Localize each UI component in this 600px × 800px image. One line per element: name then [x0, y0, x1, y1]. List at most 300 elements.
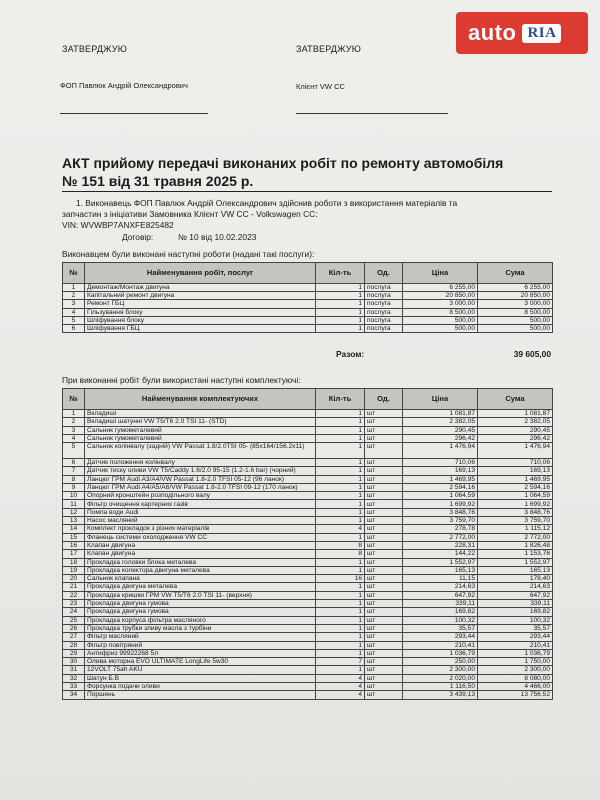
cell-unit: шт: [365, 583, 403, 591]
cell-unit: послуга: [365, 284, 403, 292]
cell-sum: 13 756,52: [478, 691, 553, 699]
cell-unit: шт: [365, 434, 403, 442]
cell-number: 22: [63, 591, 85, 599]
cell-sum: 1 826,48: [478, 541, 553, 549]
approval-left-name: ФОП Павлюк Андрій Олександрович: [60, 81, 188, 90]
cell-qty: 4: [316, 525, 365, 533]
cell-number: 23: [63, 600, 85, 608]
table-row: [63, 591, 553, 599]
cell-number: 34: [63, 691, 85, 699]
intro-line-2: запчастин з ініціативи Замовника Клієнт VW CC - Volkswagen CC:: [62, 209, 318, 219]
cell-number: 21: [63, 583, 85, 591]
cell-number: 26: [63, 624, 85, 632]
table-row: [63, 500, 553, 508]
cell-unit: шт: [365, 666, 403, 674]
cell-qty: 1: [316, 633, 365, 641]
cell-name: Олива моторна EVO ULTIMATE LongLife 5w30: [85, 658, 316, 666]
cell-name: Датчик тиску оливи VW T5/Caddy 1.6/2.0 95-15 (1.2-1.6 bar) (чорний): [85, 467, 316, 475]
cell-sum: 6 255,00: [478, 284, 553, 292]
cell-sum: 169,13: [478, 467, 553, 475]
cell-price: 1 552,97: [403, 558, 478, 566]
table-row: [63, 483, 553, 491]
cell-price: 214,63: [403, 583, 478, 591]
cell-number: 17: [63, 550, 85, 558]
cell-name: Антифриз 99922268 5л: [85, 649, 316, 657]
act-number-date: № 151 від 31 травня 2025 р.: [62, 173, 254, 189]
cell-qty: 1: [316, 566, 365, 574]
cell-qty: 1: [316, 483, 365, 491]
cell-number: 15: [63, 533, 85, 541]
cell-qty: 1: [316, 308, 365, 316]
cell-qty: 4: [316, 683, 365, 691]
cell-qty: 1: [316, 533, 365, 541]
cell-price: 250,00: [403, 658, 478, 666]
cell-name: Гільзування блоку: [85, 308, 316, 316]
cell-qty: 1: [316, 443, 365, 459]
cell-price: 2 300,00: [403, 666, 478, 674]
cell-sum: 2 772,00: [478, 533, 553, 541]
cell-unit: шт: [365, 500, 403, 508]
col-name-header: Найменування робіт, послуг: [85, 263, 316, 284]
cell-qty: 4: [316, 691, 365, 699]
cell-name: Прокладка трубки зливу масла з турбіни: [85, 624, 316, 632]
cell-sum: 1 469,95: [478, 475, 553, 483]
cell-name: Шліфування блоку: [85, 316, 316, 324]
cell-price: 2 020,00: [403, 674, 478, 682]
table-row: [63, 284, 553, 292]
cell-name: Прокладка головки блока металева: [85, 558, 316, 566]
cell-name: Сальник гумометалевий: [85, 426, 316, 434]
cell-qty: 1: [316, 467, 365, 475]
cell-price: 228,31: [403, 541, 478, 549]
materials-caption: При виконанні робіт були використані наступні комплектуючі:: [62, 375, 301, 385]
cell-price: 500,00: [403, 325, 478, 333]
col-name-header: Найменування комплектуючих: [85, 389, 316, 410]
cell-sum: 165,13: [478, 566, 553, 574]
cell-name: Помпа води Audi: [85, 508, 316, 516]
cell-unit: шт: [365, 467, 403, 475]
cell-sum: 20 850,00: [478, 292, 553, 300]
table-row: [63, 691, 553, 699]
table-row: [63, 633, 553, 641]
cell-qty: 1: [316, 316, 365, 324]
table-row: [63, 558, 553, 566]
col-number-header: №: [63, 389, 85, 410]
table-row: [63, 649, 553, 657]
table-row: [63, 467, 553, 475]
cell-number: 2: [63, 418, 85, 426]
cell-qty: 1: [316, 600, 365, 608]
cell-price: 278,78: [403, 525, 478, 533]
table-row: [63, 308, 553, 316]
cell-number: 16: [63, 541, 85, 549]
cell-name: Шліфування ГБЦ: [85, 325, 316, 333]
cell-number: 28: [63, 641, 85, 649]
cell-price: 3 848,76: [403, 508, 478, 516]
cell-unit: шт: [365, 658, 403, 666]
cell-qty: 1: [316, 508, 365, 516]
approval-left-label: ЗАТВЕРДЖУЮ: [62, 44, 128, 54]
cell-price: 144,22: [403, 550, 478, 558]
cell-number: 6: [63, 458, 85, 466]
vin-number: VIN: WVWBP7ANXFE825482: [62, 220, 174, 230]
table-row: [63, 550, 553, 558]
cell-number: 14: [63, 525, 85, 533]
cell-unit: шт: [365, 624, 403, 632]
cell-sum: 710,06: [478, 458, 553, 466]
cell-qty: 1: [316, 426, 365, 434]
cell-price: 2 382,05: [403, 418, 478, 426]
cell-price: 20 850,00: [403, 292, 478, 300]
cell-price: 1 081,87: [403, 410, 478, 418]
cell-name: Прокладка двигуна металева: [85, 583, 316, 591]
cell-unit: шт: [365, 641, 403, 649]
table-row: [63, 541, 553, 549]
cell-qty: 1: [316, 649, 365, 657]
table-row: [63, 492, 553, 500]
cell-sum: 214,63: [478, 583, 553, 591]
cell-name: Датчик положення колінвалу: [85, 458, 316, 466]
table-row: [63, 316, 553, 324]
cell-qty: 8: [316, 541, 365, 549]
works-total-label: Разом:: [336, 349, 365, 359]
cell-sum: 4 466,00: [478, 683, 553, 691]
cell-number: 13: [63, 517, 85, 525]
cell-name: Сальник гумометалевий: [85, 434, 316, 442]
cell-number: 31: [63, 666, 85, 674]
cell-sum: 293,44: [478, 633, 553, 641]
table-row: [63, 683, 553, 691]
cell-sum: 178,40: [478, 575, 553, 583]
cell-price: 11,15: [403, 575, 478, 583]
cell-number: 25: [63, 616, 85, 624]
table-row: [63, 517, 553, 525]
cell-unit: шт: [365, 691, 403, 699]
cell-price: 2 594,16: [403, 483, 478, 491]
cell-name: Демонтаж/Монтаж двигуна: [85, 284, 316, 292]
cell-price: 1 036,79: [403, 649, 478, 657]
cell-price: 165,13: [403, 566, 478, 574]
cell-price: 296,42: [403, 434, 478, 442]
cell-qty: 1: [316, 517, 365, 525]
cell-qty: 1: [316, 475, 365, 483]
cell-unit: шт: [365, 608, 403, 616]
cell-qty: 1: [316, 492, 365, 500]
cell-sum: 2 300,00: [478, 666, 553, 674]
cell-name: Клапан двигуна: [85, 541, 316, 549]
cell-sum: 500,00: [478, 325, 553, 333]
contract-label: Договір:: [122, 232, 154, 242]
cell-unit: послуга: [365, 300, 403, 308]
table-row: [63, 418, 553, 426]
works-table: [62, 262, 553, 333]
cell-qty: 1: [316, 558, 365, 566]
cell-number: 3: [63, 300, 85, 308]
cell-name: Сальник клапана: [85, 575, 316, 583]
cell-unit: шт: [365, 575, 403, 583]
cell-unit: шт: [365, 483, 403, 491]
col-unit-header: Од.: [365, 263, 403, 284]
cell-number: 4: [63, 434, 85, 442]
cell-price: 339,11: [403, 600, 478, 608]
cell-price: 1 699,92: [403, 500, 478, 508]
cell-number: 18: [63, 558, 85, 566]
cell-price: 8 500,00: [403, 308, 478, 316]
cell-number: 29: [63, 649, 85, 657]
cell-sum: 647,92: [478, 591, 553, 599]
cell-unit: шт: [365, 475, 403, 483]
cell-sum: 8 500,00: [478, 308, 553, 316]
cell-unit: шт: [365, 426, 403, 434]
cell-price: 1 064,59: [403, 492, 478, 500]
cell-sum: 1 552,97: [478, 558, 553, 566]
cell-sum: 1 476,94: [478, 443, 553, 459]
cell-name: Комплект прокладок з різних матеріалів: [85, 525, 316, 533]
cell-unit: послуга: [365, 292, 403, 300]
cell-name: Клапан двигуна: [85, 550, 316, 558]
cell-unit: послуга: [365, 325, 403, 333]
cell-name: Форсунка подачи оливи: [85, 683, 316, 691]
cell-number: 19: [63, 566, 85, 574]
cell-qty: 1: [316, 410, 365, 418]
cell-name: Прокладка двигуна гумова: [85, 608, 316, 616]
cell-number: 11: [63, 500, 85, 508]
cell-price: 710,06: [403, 458, 478, 466]
col-qty-header: Кіл-ть: [316, 263, 365, 284]
table-row: [63, 410, 553, 418]
cell-number: 32: [63, 674, 85, 682]
cell-sum: 1 115,12: [478, 525, 553, 533]
col-qty-header: Кіл-ть: [316, 389, 365, 410]
cell-number: 4: [63, 308, 85, 316]
cell-unit: шт: [365, 410, 403, 418]
cell-name: Поршень: [85, 691, 316, 699]
logo-auto-text: auto: [468, 20, 517, 45]
cell-sum: 1 064,59: [478, 492, 553, 500]
title-underline: [62, 191, 552, 192]
materials-table: [62, 388, 553, 700]
cell-name: 12VOLT 75ah AKU: [85, 666, 316, 674]
table-row: [63, 608, 553, 616]
table-row: [63, 458, 553, 466]
cell-qty: 1: [316, 583, 365, 591]
table-row: [63, 443, 553, 459]
cell-unit: шт: [365, 443, 403, 459]
cell-number: 24: [63, 608, 85, 616]
cell-number: 1: [63, 410, 85, 418]
cell-price: 169,82: [403, 608, 478, 616]
cell-qty: 1: [316, 624, 365, 632]
cell-sum: 169,82: [478, 608, 553, 616]
cell-unit: шт: [365, 550, 403, 558]
cell-name: Сальник колінвалу (задній) VW Passat 1.8/2.0TSI 05- (85x164/156.2x11): [85, 443, 316, 459]
cell-price: 1 469,95: [403, 475, 478, 483]
cell-qty: 7: [316, 658, 365, 666]
col-sum-header: Сума: [478, 389, 553, 410]
cell-price: 293,44: [403, 633, 478, 641]
cell-unit: шт: [365, 566, 403, 574]
cell-name: Прокладка колектора двигуна металева: [85, 566, 316, 574]
table-row: [63, 566, 553, 574]
cell-qty: 4: [316, 674, 365, 682]
table-row: [63, 666, 553, 674]
cell-price: 1 476,94: [403, 443, 478, 459]
table-row: [63, 583, 553, 591]
cell-sum: 290,45: [478, 426, 553, 434]
cell-sum: 1 750,00: [478, 658, 553, 666]
col-price-header: Ціна: [403, 389, 478, 410]
cell-unit: шт: [365, 458, 403, 466]
table-row: [63, 641, 553, 649]
cell-sum: 296,42: [478, 434, 553, 442]
cell-number: 12: [63, 508, 85, 516]
approval-left-signature-line: [60, 113, 208, 114]
cell-unit: шт: [365, 683, 403, 691]
cell-unit: шт: [365, 533, 403, 541]
cell-sum: 210,41: [478, 641, 553, 649]
cell-price: 3 439,13: [403, 691, 478, 699]
cell-unit: шт: [365, 418, 403, 426]
cell-price: 3 759,70: [403, 517, 478, 525]
cell-sum: 100,32: [478, 616, 553, 624]
cell-qty: 1: [316, 292, 365, 300]
cell-number: 7: [63, 467, 85, 475]
cell-qty: 8: [316, 550, 365, 558]
cell-qty: 1: [316, 500, 365, 508]
table-row: [63, 674, 553, 682]
cell-sum: 1 036,79: [478, 649, 553, 657]
cell-sum: 35,57: [478, 624, 553, 632]
cell-sum: 2 594,16: [478, 483, 553, 491]
table-row: [63, 616, 553, 624]
cell-number: 5: [63, 443, 85, 459]
cell-qty: 1: [316, 591, 365, 599]
cell-price: 100,32: [403, 616, 478, 624]
cell-qty: 1: [316, 458, 365, 466]
cell-number: 30: [63, 658, 85, 666]
cell-unit: шт: [365, 492, 403, 500]
logo-ria-text: RIA: [522, 24, 561, 43]
cell-price: 35,57: [403, 624, 478, 632]
cell-unit: шт: [365, 525, 403, 533]
col-price-header: Ціна: [403, 263, 478, 284]
cell-unit: послуга: [365, 316, 403, 324]
cell-sum: 1 699,92: [478, 500, 553, 508]
cell-sum: 1 081,87: [478, 410, 553, 418]
cell-qty: 1: [316, 641, 365, 649]
col-sum-header: Сума: [478, 263, 553, 284]
cell-number: 8: [63, 475, 85, 483]
cell-qty: 1: [316, 300, 365, 308]
cell-unit: послуга: [365, 308, 403, 316]
cell-price: 1 116,50: [403, 683, 478, 691]
table-row: [63, 508, 553, 516]
cell-sum: 3 759,70: [478, 517, 553, 525]
cell-number: 3: [63, 426, 85, 434]
works-caption: Виконавцем були виконані наступні роботи (надані такі послуги):: [62, 249, 315, 259]
works-total-value: 39 605,00: [513, 349, 551, 359]
cell-unit: шт: [365, 649, 403, 657]
table-row: [63, 325, 553, 333]
cell-sum: 8 080,00: [478, 674, 553, 682]
cell-name: Фільтр масляний: [85, 633, 316, 641]
cell-unit: шт: [365, 616, 403, 624]
cell-unit: шт: [365, 558, 403, 566]
cell-name: Ланцюг ГРМ Audi A4/A5/A6/VW Passat 1.8-2.0 TFSI 09-12 (170 ланок): [85, 483, 316, 491]
cell-name: Насос масляний: [85, 517, 316, 525]
col-unit-header: Од.: [365, 389, 403, 410]
cell-qty: 1: [316, 325, 365, 333]
cell-number: 2: [63, 292, 85, 300]
cell-name: Прокладка двигуна гумова: [85, 600, 316, 608]
table-row: [63, 292, 553, 300]
cell-number: 33: [63, 683, 85, 691]
approval-right-name: Клієнт VW CC: [296, 82, 345, 91]
cell-number: 10: [63, 492, 85, 500]
table-row: [63, 533, 553, 541]
cell-unit: шт: [365, 541, 403, 549]
col-number-header: №: [63, 263, 85, 284]
table-row: [63, 300, 553, 308]
cell-name: Фільтр повітряний: [85, 641, 316, 649]
cell-number: 9: [63, 483, 85, 491]
cell-name: Ланцюг ГРМ Audi A3/A4/VW Passat 1.8-2.0 TFSI 05-12 (96 ланок): [85, 475, 316, 483]
cell-sum: 339,11: [478, 600, 553, 608]
cell-sum: 500,00: [478, 316, 553, 324]
cell-price: 290,45: [403, 426, 478, 434]
cell-name: Вкладиші шатунні VW T5/T6 2.0 TSI 11- (STD): [85, 418, 316, 426]
cell-number: 6: [63, 325, 85, 333]
works-table-header: [63, 263, 553, 284]
cell-unit: шт: [365, 600, 403, 608]
cell-unit: шт: [365, 508, 403, 516]
cell-number: 20: [63, 575, 85, 583]
cell-number: 27: [63, 633, 85, 641]
table-row: [63, 434, 553, 442]
cell-sum: 2 382,05: [478, 418, 553, 426]
cell-qty: 1: [316, 284, 365, 292]
cell-name: Фільтр очищення картерних газів: [85, 500, 316, 508]
table-row: [63, 426, 553, 434]
materials-table-header: [63, 389, 553, 410]
cell-price: 210,41: [403, 641, 478, 649]
table-row: [63, 525, 553, 533]
cell-unit: шт: [365, 517, 403, 525]
cell-name: Опорний кронштейн розподільного валу: [85, 492, 316, 500]
approval-right-signature-line: [296, 113, 448, 114]
cell-name: Шатун Б.В: [85, 674, 316, 682]
cell-sum: 3 848,76: [478, 508, 553, 516]
cell-price: 500,00: [403, 316, 478, 324]
cell-price: 169,13: [403, 467, 478, 475]
cell-name: Ремонт ГБЦ: [85, 300, 316, 308]
cell-sum: 3 000,00: [478, 300, 553, 308]
cell-qty: 1: [316, 666, 365, 674]
cell-name: Прокладка корпуса фільтра масляного: [85, 616, 316, 624]
approval-right-label: ЗАТВЕРДЖУЮ: [296, 44, 362, 54]
cell-qty: 1: [316, 616, 365, 624]
cell-name: Фланець системи охолодження VW CC: [85, 533, 316, 541]
cell-price: 6 255,00: [403, 284, 478, 292]
cell-number: 1: [63, 284, 85, 292]
table-row: [63, 575, 553, 583]
table-row: [63, 475, 553, 483]
cell-sum: 1 153,76: [478, 550, 553, 558]
cell-qty: 1: [316, 434, 365, 442]
cell-price: 3 000,00: [403, 300, 478, 308]
cell-qty: 1: [316, 418, 365, 426]
cell-name: Капітальний ремонт двигуна: [85, 292, 316, 300]
